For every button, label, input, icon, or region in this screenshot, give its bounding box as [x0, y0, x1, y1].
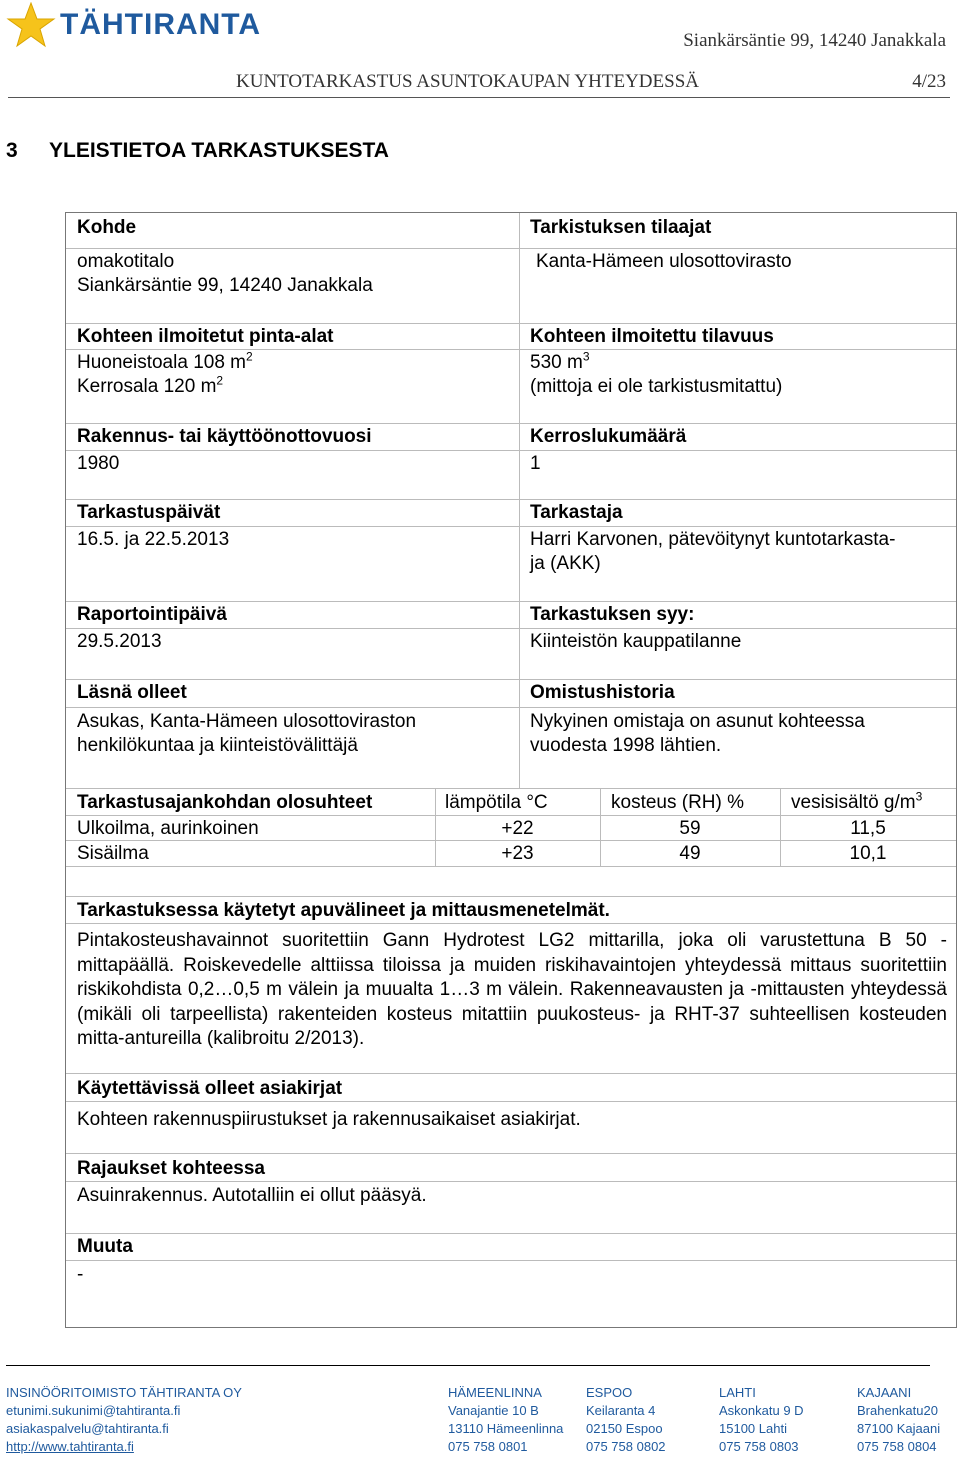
sisailma-label: Sisäilma	[77, 843, 149, 864]
sisailma-lampotila: +23	[501, 843, 534, 864]
row-divider	[66, 1101, 956, 1102]
kohde-label: Kohde	[77, 217, 137, 238]
row-divider	[66, 349, 956, 350]
footer-company-name: INSINÖÖRITOIMISTO TÄHTIRANTA OY	[6, 1385, 242, 1400]
row-divider	[66, 896, 956, 897]
office-postal: 87100 Kajaani	[857, 1421, 941, 1436]
muuta-text: -	[77, 1264, 84, 1285]
vesisisalto-text: vesisisältö g/m	[791, 792, 916, 813]
muuta-label: Muuta	[77, 1236, 133, 1257]
office-city: ESPOO	[586, 1385, 633, 1400]
menetelmat-label: Tarkastuksessa käytetyt apuvälineet ja mittausmenetelmät.	[77, 900, 610, 921]
footer-divider	[6, 1365, 930, 1366]
kohde-address: Siankärsäntie 99, 14240 Janakkala	[77, 275, 373, 296]
footer-company	[6, 1384, 242, 1456]
tarkastaja-value-line2: ja (AKK)	[530, 553, 601, 574]
footer-office-kajaani	[857, 1384, 940, 1456]
lasna-olleet-label: Läsnä olleet	[77, 682, 187, 703]
lampotila-header: lämpötila °C	[445, 792, 548, 813]
kosteus-header: kosteus (RH) %	[611, 792, 745, 813]
office-city: HÄMEENLINNA	[448, 1385, 542, 1400]
company-logo	[6, 2, 261, 48]
kerrosala-unit-sup: 2	[216, 373, 224, 388]
row-divider	[66, 788, 956, 789]
footer-office-espoo	[586, 1384, 666, 1456]
section-title	[6, 139, 389, 163]
omistushistoria-line2: vuodesta 1998 lähtien.	[530, 735, 722, 756]
inspection-info-table	[65, 212, 957, 1328]
tarkastuspaivat-value: 16.5. ja 22.5.2013	[77, 529, 230, 550]
row-divider	[66, 1260, 956, 1261]
row-divider	[66, 923, 956, 924]
ulkoilma-vesisisalto: 11,5	[850, 818, 886, 839]
pinta-ala-label: Kohteen ilmoitetut pinta-alat	[77, 326, 334, 347]
row-divider	[66, 323, 956, 324]
kerroslukumaara-label: Kerroslukumäärä	[530, 426, 687, 447]
sisailma-vesisisalto: 10,1	[849, 843, 887, 864]
tarkastuksen-syy-value: Kiinteistön kauppatilanne	[530, 631, 742, 652]
footer-email-generic: etunimi.sukunimi@tahtiranta.fi	[6, 1403, 181, 1418]
row-divider	[66, 601, 956, 602]
tilavuus-unit-sup: 3	[582, 349, 590, 364]
logo-wordmark: TÄHTIRANTA	[60, 8, 262, 41]
rajaukset-text: Asuinrakennus. Autotalliin ei ollut pääsyä.	[77, 1185, 427, 1206]
huoneistoala-text: Huoneistoala 108 m	[77, 352, 246, 373]
tilavuus-value	[530, 351, 590, 375]
row-divider	[66, 815, 956, 816]
office-phone: 075 758 0803	[719, 1439, 799, 1454]
section-number: 3	[6, 139, 18, 162]
tilaaja-label: Tarkistuksen tilaajat	[530, 217, 712, 238]
row-divider	[66, 450, 956, 451]
kerrosala-text: Kerrosala 120 m	[77, 376, 217, 397]
kerroslukumaara-value: 1	[530, 453, 541, 474]
office-phone: 075 758 0804	[857, 1439, 937, 1454]
tilavuus-label: Kohteen ilmoitettu tilavuus	[530, 326, 774, 347]
footer-email-service: asiakaspalvelu@tahtiranta.fi	[6, 1421, 169, 1436]
row-divider	[66, 526, 956, 527]
tilaaja-value: Kanta-Hämeen ulosottovirasto	[536, 251, 792, 272]
row-divider	[66, 423, 956, 424]
lasna-olleet-line2: henkilökuntaa ja kiinteistövälittäjä	[77, 735, 358, 756]
office-street: Keilaranta 4	[586, 1403, 656, 1418]
row-divider	[66, 628, 956, 629]
ulkoilma-label: Ulkoilma, aurinkoinen	[77, 818, 259, 839]
row-divider	[66, 1181, 956, 1182]
tarkastaja-value-line1: Harri Karvonen, pätevöitynyt kuntotarkasta-	[530, 529, 896, 550]
omistushistoria-line1: Nykyinen omistaja on asunut kohteessa	[530, 711, 865, 732]
section-title-text: YLEISTIETOA TARKASTUKSESTA	[49, 139, 389, 162]
tilavuus-text: 530 m	[530, 352, 583, 373]
row-divider	[66, 707, 956, 708]
menetelmat-text: Pintakosteushavainnot suoritettiin Gann Hydrotest LG2 mittarilla, joka oli varustettuna B 50 -mittapäällä. Roiskevedelle alttiissa tiloissa ja muiden riskihavaintojen yhteydessä mittaus suoritettiin riskikohdista 0,2…0,5 m välein ja muualta 1…3 m välein. Rakenneavausten ja -mittausten yhteydessä (mikäli oli tarpeellista) rakenteiden kosteus mitattiin puukosteus- ja RHT-37 suhteellisen kosteuden mitta-antureilla (kalibroitu 2/2013).	[77, 930, 947, 1050]
tarkastuksen-syy-label: Tarkastuksen syy:	[530, 604, 695, 625]
office-phone: 075 758 0802	[586, 1439, 666, 1454]
row-divider	[66, 1233, 956, 1234]
header-address: Siankärsäntie 99, 14240 Janakkala	[683, 30, 946, 51]
office-city: LAHTI	[719, 1385, 756, 1400]
tarkastuspaivat-label: Tarkastuspäivät	[77, 502, 221, 523]
raportointipaiva-label: Raportointipäivä	[77, 604, 227, 625]
page-number: 4/23	[912, 71, 946, 92]
office-phone: 075 758 0801	[448, 1439, 528, 1454]
footer-website-link[interactable]: http://www.tahtiranta.fi	[6, 1439, 134, 1454]
ulkoilma-kosteus: 59	[679, 818, 701, 839]
vesisisalto-unit-sup: 3	[915, 789, 923, 804]
column-divider	[519, 213, 520, 788]
raportointipaiva-value: 29.5.2013	[77, 631, 162, 652]
kohde-type: omakotitalo	[77, 251, 175, 272]
asiakirjat-text: Kohteen rakennuspiirustukset ja rakennusaikaiset asiakirjat.	[77, 1109, 581, 1130]
asiakirjat-label: Käytettävissä olleet asiakirjat	[77, 1078, 343, 1099]
header-doc-title: KUNTOTARKASTUS ASUNTOKAUPAN YHTEYDESSÄ	[236, 71, 699, 92]
huoneistoala-value	[77, 351, 253, 375]
rakennusvuosi-label: Rakennus- tai käyttöönottovuosi	[77, 426, 372, 447]
star-icon	[6, 2, 56, 48]
rakennusvuosi-value: 1980	[77, 453, 120, 474]
lasna-olleet-line1: Asukas, Kanta-Hämeen ulosottoviraston	[77, 711, 417, 732]
row-divider	[66, 248, 956, 249]
footer-office-lahti	[719, 1384, 804, 1456]
header-divider	[8, 97, 950, 98]
tarkastaja-label: Tarkastaja	[530, 502, 623, 523]
omistushistoria-label: Omistushistoria	[530, 682, 675, 703]
footer-office-hameenlinna	[448, 1384, 563, 1456]
row-divider	[66, 499, 956, 500]
office-street: Brahenkatu20	[857, 1403, 938, 1418]
office-street: Vanajantie 10 B	[448, 1403, 539, 1418]
sisailma-kosteus: 49	[679, 843, 701, 864]
office-postal: 15100 Lahti	[719, 1421, 787, 1436]
huoneistoala-unit-sup: 2	[246, 349, 253, 364]
office-postal: 13110 Hämeenlinna	[448, 1421, 564, 1436]
ulkoilma-lampotila: +22	[501, 818, 534, 839]
row-divider	[66, 866, 956, 867]
row-divider	[66, 1153, 956, 1154]
tilavuus-note: (mittoja ei ole tarkistusmitattu)	[530, 376, 783, 397]
kerrosala-value	[77, 375, 223, 399]
office-city: KAJAANI	[857, 1385, 912, 1400]
office-street: Askonkatu 9 D	[719, 1403, 804, 1418]
olosuhteet-header: Tarkastusajankohdan olosuhteet	[77, 792, 373, 813]
row-divider	[66, 1073, 956, 1074]
vesisisalto-header	[791, 791, 922, 815]
rajaukset-label: Rajaukset kohteessa	[77, 1158, 265, 1179]
office-postal: 02150 Espoo	[586, 1421, 663, 1436]
row-divider	[66, 679, 956, 680]
